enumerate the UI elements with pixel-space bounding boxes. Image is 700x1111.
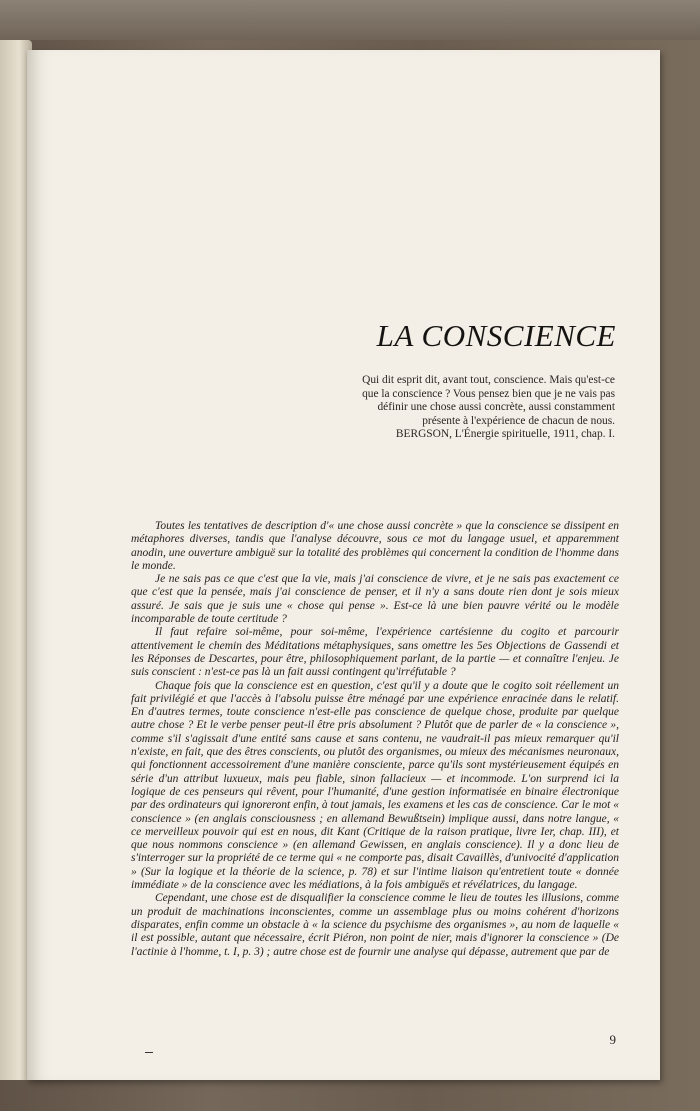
epigraph-quote: Qui dit esprit dit, avant tout, conscience. Mais qu'est-ce que la conscience ? Vous pensez bien que je ne vais pas définir une chose aussi concrète, aussi constamment présente à l'expérience de chacun de nous. (362, 374, 615, 427)
table-edge (0, 0, 700, 40)
paragraph: Chaque fois que la conscience est en question, c'est qu'il y a doute que le cogito soit réellement un fait privilégié et que l'accès à l'absolu puisse être ménagé par une expérience enracinée dans le relatif. En d'autres termes, toute conscience n'est-elle pas conscience de quelque chose, produite par quelque autre chose ? Et le verbe penser peut-il être pris absolument ? Plutôt que de parler de « la conscience », comme s'il s'agissait d'une entité sans cause et sans contenu, ne vaudrait-il pas mieux remarquer qu'il n'existe, en fait, que des êtres conscients, ou plutôt des organismes, ou mieux des mécanismes neuronaux, qui fonctionnent accessoirement d'une manière consciente, parce qu'ils sont mystérieusement équipés en série d'un attribut luxueux, mais peu fiable, sinon fallacieux — et incommode. L'on surprend ici la logique de ces penseurs qui rêvent, pour l'humanité, d'une gestion informatisée en binaire électronique par des ordinateurs qui ignoreront enfin, à tout jamais, les examens et les cas de conscience. Car le mot « conscience » (en anglais consciousness ; en allemand Bewußtsein) implique aussi, dans notre langue, « ce merveilleux pouvoir qui est en nous, dit Kant (Critique de la raison pratique, livre Ier, chap. III), et que nous nommons conscience » (en allemand Gewissen, en anglais conscience). Il y a donc lieu de s'interroger sur la propriété de ce terme qui « ne comporte pas, disait Cavaillès, d'univocité d'application » (Sur la logique et la théorie de la science, p. 78) et sur l'intime liaison qu'entretient toute « donnée immédiate » de la conscience avec les médiations, à la fois ambiguës et révélatrices, du langage. (131, 679, 619, 892)
epigraph-source: BERGSON, L'Énergie spirituelle, 1911, chap. I. (395, 428, 615, 441)
paragraph: Cependant, une chose est de disqualifier la conscience comme le lieu de toutes les illusions, comme un produit de machinations inconscientes, comme un assemblage plus ou moins cohérent d'horizons disparates, enfin comme un obstacle à « la science du psychisme des organismes », au nom de laquelle « il est possible, autant que nécessaire, écrit Piéron, non point de nier, mais d'ignorer la conscience » (De l'actinie à l'homme, t. I, p. 3) ; autre chose est de fournir une analyse qui dépasse, autrement que par de (131, 892, 619, 958)
footer-dash (145, 1052, 153, 1053)
page-number: 9 (609, 1032, 616, 1047)
body-text (131, 520, 619, 959)
chapter-title: LA CONSCIENCE (376, 318, 616, 353)
book-page (27, 50, 660, 1080)
paragraph: Je ne sais pas ce que c'est que la vie, mais j'ai conscience de vivre, et je ne sais pas exactement ce que c'est que la pensée, mais j'ai conscience de penser, et il n'y a sans doute rien dont je sois mieux assuré. Je sais que je suis une « chose qui pense ». Est-ce là une bien pauvre vérité ou le modèle incomparable de toute certitude ? (131, 573, 619, 626)
paragraph: Toutes les tentatives de description d'« une chose aussi concrète » que la conscience se dissipent en métaphores diverses, tandis que l'analyse découvre, sous ce mot du langage usuel, et apparemment anodin, une ouverture ambiguë sur la totalité des problèmes qui concernent la condition de l'homme dans le monde. (131, 520, 619, 572)
paragraph: Il faut refaire soi-même, pour soi-même, l'expérience cartésienne du cogito et parcourir attentivement le chemin des Méditations métaphysiques, sans omettre les 5es Objections de Gassendi et les Réponses de Descartes, pour être, philosophiquement parlant, de la partie — et connaître l'enjeu. Je suis conscient : n'est-ce pas là un fait aussi contingent qu'irréfutable ? (131, 626, 619, 679)
epigraph (345, 374, 615, 442)
